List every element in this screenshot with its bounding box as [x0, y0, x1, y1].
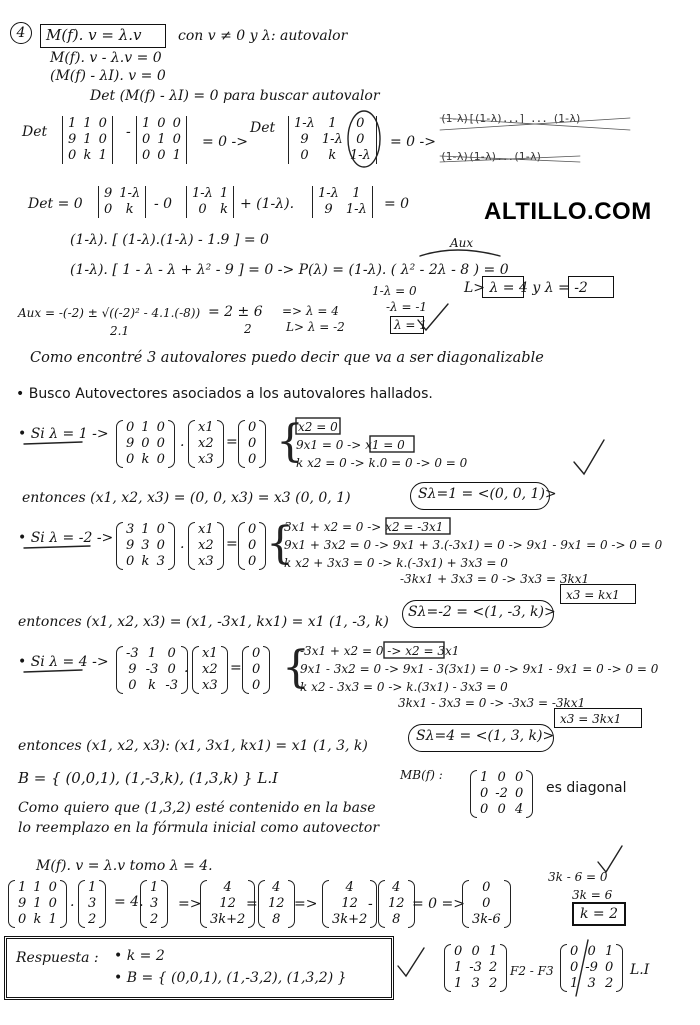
matrix-entry: 2	[488, 976, 498, 991]
matrix-entry: 1	[172, 148, 181, 163]
matrix-entry: 1	[83, 132, 92, 147]
cross-out	[440, 156, 580, 162]
matrix-entry: 4	[345, 880, 354, 895]
matrix-entry: 3	[150, 896, 159, 911]
minus-sign: -	[126, 124, 131, 140]
matrix-entry: 1	[68, 116, 77, 131]
matrix-entry: 0	[252, 662, 261, 677]
equals-zero-2: = 0 ->	[390, 134, 436, 150]
case2-eq: k x2 + 3x3 = 0 -> k.(-3x1) + 3x3 = 0	[284, 556, 508, 570]
matrix-entry: 1	[352, 186, 361, 201]
equals: =	[246, 896, 258, 912]
matrix-entry: 1	[157, 132, 166, 147]
matrix-entry: 0	[48, 896, 57, 911]
matrix-entry: 3k+2	[332, 912, 368, 927]
matrix-entry: 9	[300, 132, 309, 147]
boxed-result	[384, 642, 444, 658]
check-mark-icon	[418, 304, 448, 330]
matrix-entry: 9	[126, 436, 135, 451]
matrix-entry: k	[33, 912, 42, 927]
matrix-entry: 1	[141, 420, 150, 435]
matrix-entry: 3k-6	[472, 912, 501, 927]
matrix-entry: x2	[198, 436, 214, 451]
dot: .	[184, 660, 189, 676]
minus-term: - 0	[154, 196, 173, 212]
aux-label: Aux	[450, 236, 474, 250]
matrix-entry: 1	[219, 186, 229, 201]
matrix-entry: 0	[98, 116, 107, 131]
matrix-entry: 1	[141, 522, 150, 537]
det-expansion: Det = 0	[28, 196, 83, 212]
implies: =>	[178, 896, 202, 912]
matrix-entry: 0	[18, 912, 27, 927]
matrix-entry: 0	[172, 132, 181, 147]
matrix-entry: 9	[18, 896, 27, 911]
matrix-entry: -3	[469, 960, 482, 975]
circled-column	[348, 111, 380, 167]
matrix-entry: 1	[454, 960, 463, 975]
matrix-entry: 1-λ	[349, 148, 371, 163]
check-mark-icon	[598, 846, 622, 872]
matrix-entry: 3k+2	[210, 912, 246, 927]
problem-number: 4	[10, 22, 32, 44]
case2-eq: 9x1 + 3x2 = 0 -> 9x1 + 3.(-3x1) = 0 -> 9x1 - 9x1 = 0 -> 0 = 0	[284, 538, 663, 552]
matrix-entry: 0	[156, 522, 165, 537]
matrix-entry: x2	[198, 538, 214, 553]
case2-solution: entonces (x1, x2, x3) = (x1, -3x1, kx1) = x1 (1, -3, k)	[18, 614, 389, 630]
plus-term: + (1-λ).	[240, 196, 295, 212]
matrix-entry: k	[125, 202, 134, 217]
root-4: => λ = 4	[282, 304, 339, 318]
matrix-entry: 1	[604, 944, 614, 959]
matrix-entry: 0	[68, 148, 77, 163]
matrix-entry: 0	[514, 770, 524, 785]
matrix-entry: 4	[272, 880, 281, 895]
matrix-entry: 9	[126, 538, 135, 553]
quadratic-result: = 2 ± 6	[208, 304, 263, 320]
matrix-entry: k	[141, 452, 150, 467]
altillo-watermark: ALTILLO.COM	[484, 198, 652, 225]
matrix-entry: k	[220, 202, 228, 217]
matrix-entry: 0	[126, 554, 135, 569]
side-calc: λ = 1	[394, 318, 427, 332]
case3-subspace: Sλ=4 = <(1, 3, k)>	[416, 728, 555, 744]
note-line: Como quiero que (1,3,2) esté contenido en la base	[18, 800, 376, 816]
case1-eq: k x2 = 0 -> k.0 = 0 -> 0 = 0	[296, 456, 468, 470]
matrix-entry: 1-λ	[318, 186, 339, 201]
characteristic-polynomial: (1-λ). [ 1 - λ - λ + λ² - 9 ] = 0 -> P(λ) = (1-λ). ( λ² - 2λ - 8 ) = 0	[70, 262, 509, 278]
matrix-entry: 1	[142, 116, 151, 131]
matrix-entry: -2	[495, 786, 508, 801]
matrix-entry: 1	[33, 880, 42, 895]
matrix-entry: 0	[142, 148, 151, 163]
matrix-entry: 0	[156, 538, 165, 553]
underline	[24, 670, 82, 672]
case3-eq: 3kx1 - 3x3 = 0 -> -3x3 = -3kx1	[398, 696, 586, 710]
matrix-entry: 1	[98, 148, 107, 163]
matrix-entry: 3	[88, 896, 97, 911]
matrix-entry: 0	[104, 202, 113, 217]
case3-eq: -3x1 + x2 = 0 -> x2 = 3x1	[300, 644, 460, 658]
case3-eq: k x2 - 3x3 = 0 -> k.(3x1) - 3x3 = 0	[300, 680, 508, 694]
matrix-entry: 2	[604, 976, 614, 991]
matrix-entry: 1	[488, 944, 498, 959]
matrix-entry: 0	[454, 944, 463, 959]
matrix-entry: 3	[471, 976, 480, 991]
matrix-entry: 0	[156, 452, 165, 467]
matrix-entry: 1	[570, 976, 579, 991]
matrix-entry: 2	[488, 960, 498, 975]
matrix-entry: k	[83, 148, 92, 163]
matrix-entry: 0	[570, 944, 579, 959]
matrix-entry: 0	[248, 436, 257, 451]
matrix-entry: 0	[142, 132, 151, 147]
quadratic-result-denominator: 2	[244, 322, 252, 336]
case2-eq: 3x1 + x2 = 0 -> x2 = -3x1	[284, 520, 444, 534]
matrix-entry: -3	[165, 678, 179, 693]
system-brace: {	[276, 416, 304, 467]
matrix-entry: 1-λ	[294, 116, 315, 131]
equals-zero-implies: = 0 =>	[412, 896, 465, 912]
matrix-entry: k	[328, 148, 337, 163]
k-step: 3k = 6	[572, 888, 613, 902]
matrix-entry: 0	[48, 880, 57, 895]
matrix-entry: 1	[147, 646, 157, 661]
k-result: k = 2	[580, 906, 619, 922]
case1-eq: 9x1 = 0 -> x1 = 0	[296, 438, 405, 452]
matrix-entry: 1	[150, 880, 159, 895]
matrix-entry: 1	[454, 976, 463, 991]
matrix-entry: 1	[88, 880, 97, 895]
matrix-entry: 0	[587, 944, 596, 959]
matrix-entry: 1-λ	[119, 186, 141, 201]
case1-solution: entonces (x1, x2, x3) = (0, 0, x3) = x3 (0, 0, 1)	[22, 490, 351, 506]
matrix-entry: -3	[126, 646, 139, 661]
matrix-entry: 0	[157, 148, 166, 163]
matrix-entry: 0	[300, 148, 309, 163]
matrix-entry: 0	[172, 116, 181, 131]
matrix-entry: 0	[141, 436, 150, 451]
matrix-entry: 9	[104, 186, 113, 201]
strike-slash	[576, 940, 588, 996]
matrix-entry: 0	[248, 554, 257, 569]
matrix-entry: 0	[497, 770, 506, 785]
matrix-entry: 0	[248, 452, 257, 467]
matrix-entry: 0	[482, 896, 491, 911]
matrix-entry: 0	[126, 420, 135, 435]
eigen-equation: M(f). v = λ.v	[46, 26, 142, 44]
matrix-entry: 1	[328, 116, 337, 131]
matrix-entry: 1	[48, 912, 57, 927]
boxed-result	[386, 518, 450, 534]
matrix-entry: 0	[156, 436, 165, 451]
case-lambda-minus-2: • Si λ = -2 ->	[18, 530, 114, 546]
matrix-entry: 12	[341, 896, 358, 911]
root-line: 1-λ = 0	[372, 284, 417, 298]
matrix-entry: 0	[128, 678, 137, 693]
matrix-entry: 0	[198, 202, 207, 217]
matrix-entry: x3	[202, 678, 218, 693]
check-mark-icon	[574, 440, 604, 474]
matrix-entry: 0	[157, 116, 166, 131]
matrix-entry: 2	[150, 912, 159, 927]
matrix-entry: x1	[198, 420, 214, 435]
case-lambda-4: • Si λ = 4 ->	[18, 654, 109, 670]
eigen-condition: con v ≠ 0 y λ: autovalor	[178, 28, 348, 44]
matrix-entry: 0	[480, 802, 489, 817]
crossed-out-scribble: (1-λ)[(1-λ)...] ... (1-λ)	[440, 112, 581, 125]
case1-eq: x2 = 0	[298, 420, 338, 434]
matrix-entry: 1	[480, 770, 489, 785]
matrix-entry: 1	[18, 880, 27, 895]
matrix-entry: 0	[252, 678, 261, 693]
underline	[24, 442, 82, 444]
row-operation: F2 - F3	[510, 964, 554, 978]
det-label: Det	[22, 124, 48, 140]
roots-line: L> λ = 4 y λ = -2	[464, 280, 588, 296]
step-line: M(f). v - λ.v = 0	[50, 50, 162, 66]
equals-zero-3: = 0	[384, 196, 410, 212]
matrix-entry: k	[141, 554, 150, 569]
matrix-entry: k	[148, 678, 156, 693]
cross-out	[440, 118, 630, 130]
matrix-entry: 1-λ	[345, 202, 367, 217]
step-line: (M(f) - λI). v = 0	[50, 68, 166, 84]
matrix-entry: 1-λ	[321, 132, 343, 147]
matrix-entry: 8	[272, 912, 281, 927]
equals: =	[230, 660, 242, 676]
matrix-entry: 3	[587, 976, 596, 991]
matrix-entry: x3	[198, 554, 214, 569]
case2-eq-boxed: x3 = kx1	[566, 588, 620, 602]
matrix-entry: x1	[202, 646, 218, 661]
eigen-equation-2: M(f). v = λ.v tomo λ = 4.	[36, 858, 213, 874]
matrix-entry: x2	[202, 662, 218, 677]
matrix-entry: x1	[198, 522, 214, 537]
matrix-entry: 9	[324, 202, 333, 217]
dot: .	[180, 536, 185, 552]
matrix-entry: 3	[126, 522, 135, 537]
matrix-entry: 0	[248, 522, 257, 537]
matrix-entry: 0	[356, 132, 365, 147]
minus: -	[368, 896, 373, 912]
det-label-2: Det	[250, 120, 276, 136]
matrix-entry: x3	[198, 452, 214, 467]
step-line: Det (M(f) - λI) = 0 para buscar autovalor	[90, 88, 380, 104]
matrix-entry: 12	[388, 896, 405, 911]
boxed-result	[370, 436, 414, 452]
matrix-entry: 0	[167, 646, 176, 661]
aux-brace	[420, 250, 500, 256]
case2-eq: -3kx1 + 3x3 = 0 -> 3x3 = 3kx1	[400, 572, 590, 586]
equals-zero: = 0 ->	[202, 134, 248, 150]
k-step: 3k - 6 = 0	[548, 870, 608, 884]
underline	[24, 546, 90, 548]
matrix-entry: -9	[585, 960, 598, 975]
note-line: lo reemplazo en la fórmula inicial como autovector	[18, 820, 380, 836]
case1-subspace: Sλ=1 = <(0, 0, 1)>	[418, 486, 557, 502]
system-brace: {	[266, 518, 294, 569]
matrix-entry: 1	[33, 896, 42, 911]
matrix-entry: 0	[248, 538, 257, 553]
matrix-entry: 0	[604, 960, 614, 975]
li-note: L.I	[630, 962, 650, 978]
matrix-entry: 4	[223, 880, 232, 895]
check-mark-icon	[398, 948, 424, 976]
answer-basis: • B = { (0,0,1), (1,-3,2), (1,3,2) }	[114, 970, 347, 986]
section-heading: • Busco Autovectores asociados a los autovalores hallados.	[16, 386, 433, 402]
matrix-entry: 12	[268, 896, 285, 911]
root-minus-2: L> λ = -2	[286, 320, 345, 334]
matrix-entry: 12	[219, 896, 236, 911]
dot: .	[180, 434, 185, 450]
diagonalizable-note: Como encontré 3 autovalores puedo decir que va a ser diagonalizable	[30, 350, 544, 366]
side-calc: -λ = -1	[386, 300, 428, 314]
matrix-entry: 0	[497, 802, 506, 817]
matrix-entry: 4	[514, 802, 524, 817]
matrix-entry: 0	[252, 646, 261, 661]
system-brace: {	[282, 642, 310, 693]
step-line: (1-λ). [ (1-λ).(1-λ) - 1.9 ] = 0	[70, 232, 269, 248]
quadratic-denominator: 2.1	[110, 324, 130, 338]
equals: =	[226, 536, 238, 552]
matrix-entry: 9	[68, 132, 77, 147]
times-4: = 4.	[114, 894, 144, 910]
matrix-entry: 0	[356, 116, 365, 131]
case2-subspace: Sλ=-2 = <(1, -3, k)>	[408, 604, 556, 620]
answer-k: • k = 2	[114, 948, 165, 964]
matrix-entry: 9	[128, 662, 137, 677]
matrix-entry: 0	[126, 452, 135, 467]
implies: =>	[294, 896, 318, 912]
basis-line: B = { (0,0,1), (1,-3,k), (1,3,k) } L.I	[18, 769, 279, 787]
case3-solution: entonces (x1, x2, x3): (x1, 3x1, kx1) = x1 (1, 3, k)	[18, 738, 368, 754]
crossed-out-scribble: (1-λ)(1-λ)...(1-λ)	[440, 150, 542, 163]
quadratic-formula: Aux = -(-2) ± √((-2)² - 4.1.(-8))	[18, 306, 201, 320]
matrix-entry: 0	[482, 880, 491, 895]
matrix-entry: 0	[471, 944, 480, 959]
matrix-entry: 0	[156, 420, 165, 435]
matrix-entry: 3	[141, 538, 150, 553]
answer-label: Respuesta :	[16, 950, 99, 966]
matrix-entry: 4	[392, 880, 401, 895]
mb-label: MB(f) :	[400, 768, 443, 782]
case3-eq-boxed: x3 = 3kx1	[560, 712, 622, 726]
diagonal-note: es diagonal	[546, 780, 627, 796]
equals: =	[226, 434, 238, 450]
boxed-result	[296, 418, 340, 434]
matrix-entry: 0	[167, 662, 176, 677]
matrix-entry: 0	[480, 786, 489, 801]
matrix-entry: 3	[156, 554, 165, 569]
dot: .	[70, 894, 75, 910]
matrix-entry: 1-λ	[192, 186, 213, 201]
matrix-entry: 0	[570, 960, 579, 975]
case-lambda-1: • Si λ = 1 ->	[18, 426, 109, 442]
matrix-entry: 0	[514, 786, 524, 801]
matrix-entry: 2	[88, 912, 97, 927]
matrix-entry: 0	[248, 420, 257, 435]
matrix-entry: -3	[145, 662, 159, 677]
matrix-entry: 1	[83, 116, 92, 131]
matrix-entry: 0	[98, 132, 107, 147]
case3-eq: 9x1 - 3x2 = 0 -> 9x1 - 3(3x1) = 0 -> 9x1 - 9x1 = 0 -> 0 = 0	[300, 662, 659, 676]
matrix-entry: 8	[392, 912, 401, 927]
